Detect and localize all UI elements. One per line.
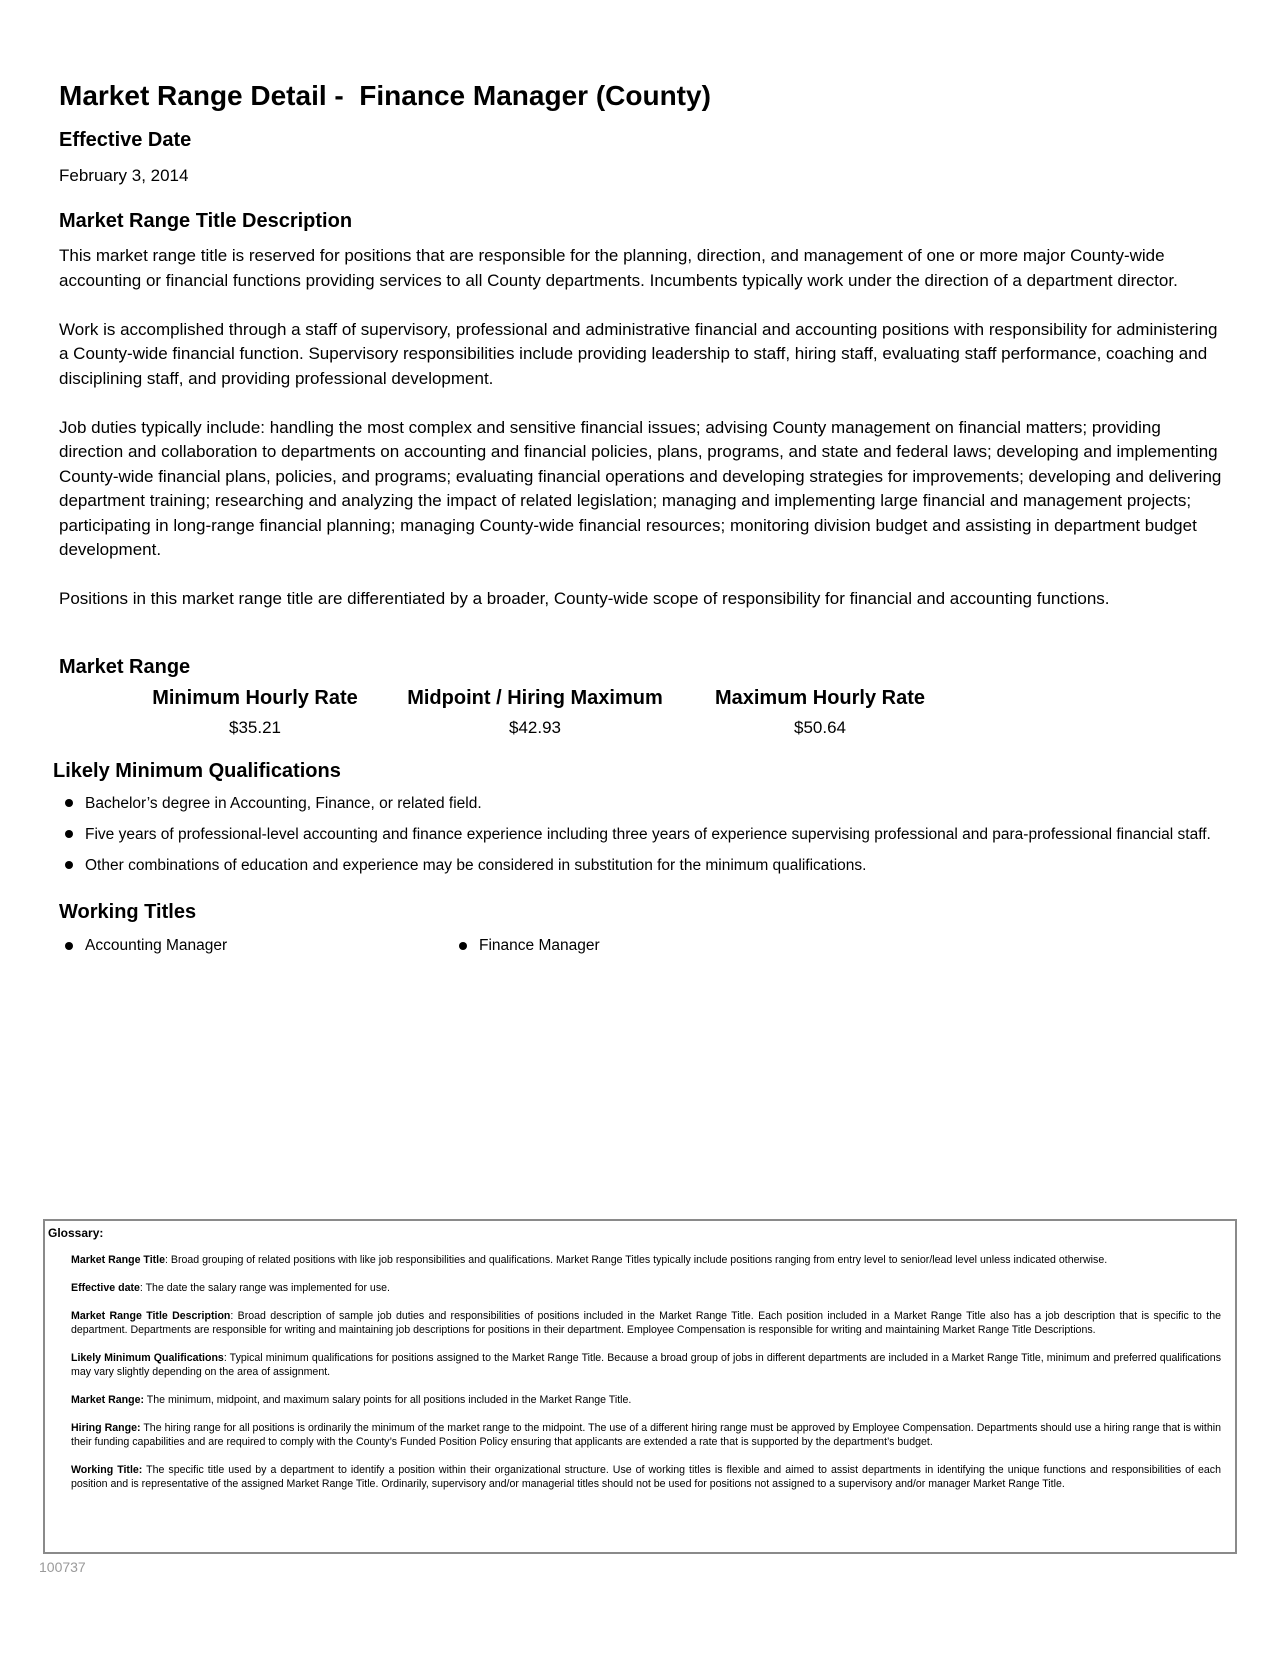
qualification-text: Bachelor’s degree in Accounting, Finance, or related field. xyxy=(85,795,482,812)
glossary-definition: The minimum, midpoint, and maximum salary points for all positions included in the Market Range Title. xyxy=(144,1394,632,1406)
glossary-term: Market Range Title xyxy=(71,1254,165,1266)
glossary-definition: : Broad grouping of related positions with like job responsibilities and qualifications. Market Range Titles typically include positions ranging from entry level to senior/lead level unless indicated otherwise. xyxy=(165,1254,1108,1266)
bullet-icon xyxy=(65,830,73,838)
glossary-entry xyxy=(71,1393,1221,1407)
working-title-text: Accounting Manager xyxy=(85,937,228,954)
effective-date-value: February 3, 2014 xyxy=(59,166,189,185)
glossary-term: Market Range: xyxy=(71,1394,144,1406)
glossary-entry xyxy=(71,1463,1221,1491)
glossary-term: Likely Minimum Qualifications xyxy=(71,1352,224,1364)
working-title-item xyxy=(453,937,600,955)
qualifications-heading: Likely Minimum Qualifications xyxy=(53,760,341,782)
bullet-icon xyxy=(459,942,467,950)
description-paragraph: Work is accomplished through a staff of supervisory, professional and administrative financial and accounting positions with responsibility for administering a County-wide financial function. Supervisory responsibilities include providing leadership to staff, hiring staff, evaluating staff performance, coaching and disciplining staff, and providing professional development. xyxy=(59,319,1218,388)
glossary-entry xyxy=(71,1421,1221,1449)
glossary-box xyxy=(43,1219,1237,1554)
bullet-icon xyxy=(65,861,73,869)
glossary-definition: The specific title used by a department to identify a position within their organizational structure. Use of working titles is flexible and aimed to assist departments in identifying the unique functions and responsibilities of each position and is representative of the assigned Market Range Title. Ordinarily, supervisory and/or managerial titles should not be used for positions not assigned to a supervisory and/or manager Market Range Title. xyxy=(71,1464,1221,1490)
min-hourly-rate-value: $35.21 xyxy=(229,718,281,737)
qualification-item xyxy=(59,794,1219,813)
glossary-entry xyxy=(71,1309,1221,1337)
glossary-definition: : Broad description of sample job duties and responsibilities of positions included in the Market Range Title. Each position included in a Market Range Title also has a job description that is specific to the department. Departments are responsible for writing and maintaining job descriptions for positions in their department. Employee Compensation is responsible for writing and maintaining Market Range Title Descriptions. xyxy=(71,1310,1221,1336)
max-hourly-rate-label: Maximum Hourly Rate xyxy=(714,687,926,709)
glossary-definition: : Typical minimum qualifications for positions assigned to the Market Range Title. Because a broad group of jobs in different departments are included in a Market Range Title, minimum and preferred qualifications may vary slightly depending on the area of assignment. xyxy=(71,1352,1221,1378)
midpoint-label: Midpoint / Hiring Maximum xyxy=(407,687,663,709)
bullet-icon xyxy=(65,799,73,807)
document-id: 100737 xyxy=(39,1559,86,1575)
page-title: Market Range Detail - Finance Manager (County) xyxy=(59,80,711,111)
glossary-term: Hiring Range: xyxy=(71,1422,141,1434)
working-titles-heading: Working Titles xyxy=(59,901,197,923)
effective-date-heading: Effective Date xyxy=(59,129,192,151)
midpoint-value: $42.93 xyxy=(509,718,561,737)
working-title-item xyxy=(59,937,227,955)
glossary-definition: The hiring range for all positions is ordinarily the minimum of the market range to the midpoint. The use of a different hiring range must be approved by Employee Compensation. Departments should use a hiring range that is within their funding capabilities and are required to comply with the County’s Funded Position Policy ensuring that applicants are extended a rate that is supported by the department’s budget. xyxy=(71,1422,1221,1448)
working-title-text: Finance Manager xyxy=(479,937,600,954)
glossary-entry xyxy=(71,1351,1221,1379)
description-paragraph: This market range title is reserved for positions that are responsible for the planning, direction, and management of one or more major County-wide accounting or financial functions providing services to all County departments. Incumbents typically work under the direction of a department director. xyxy=(59,246,1178,290)
glossary-term: Working Title: xyxy=(71,1464,143,1476)
description-heading: Market Range Title Description xyxy=(59,210,353,232)
min-hourly-rate-label: Minimum Hourly Rate xyxy=(152,687,358,709)
qualification-item xyxy=(59,825,1219,844)
qualification-item xyxy=(59,856,1219,875)
bullet-icon xyxy=(65,942,73,950)
description-paragraph: Job duties typically include: handling the most complex and sensitive financial issues; advising County management on financial matters; providing direction and collaboration to departments on accounting and financial policies, plans, programs, and state and federal laws; developing and implementing County-wide financial plans, policies, and programs; evaluating financial operations and developing strategies for improvements; developing and delivering department training; researching and analyzing the impact of related legislation; managing and implementing large financial and management projects; participating in long-range financial planning; managing County-wide financial resources; monitoring division budget and assisting in department budget development. xyxy=(59,417,1222,559)
qualification-text: Five years of professional-level accounting and finance experience including three years of experience supervising professional and para-professional financial staff. xyxy=(85,826,1211,843)
max-hourly-rate-value: $50.64 xyxy=(794,718,846,737)
glossary-term: Market Range Title Description xyxy=(71,1310,231,1322)
description-paragraph: Positions in this market range title are differentiated by a broader, County-wide scope of responsibility for financial and accounting functions. xyxy=(59,589,1110,608)
glossary-body xyxy=(71,1253,1221,1505)
market-range-heading: Market Range xyxy=(59,656,191,678)
glossary-entry xyxy=(71,1281,1221,1295)
description-body xyxy=(59,244,1229,636)
qualifications-list xyxy=(59,794,1219,887)
glossary-entry xyxy=(71,1253,1221,1267)
glossary-term: Effective date xyxy=(71,1282,140,1294)
glossary-heading: Glossary: xyxy=(48,1226,104,1240)
qualification-text: Other combinations of education and experience may be considered in substitution for the minimum qualifications. xyxy=(85,857,867,874)
glossary-definition: : The date the salary range was implemented for use. xyxy=(139,1282,390,1294)
